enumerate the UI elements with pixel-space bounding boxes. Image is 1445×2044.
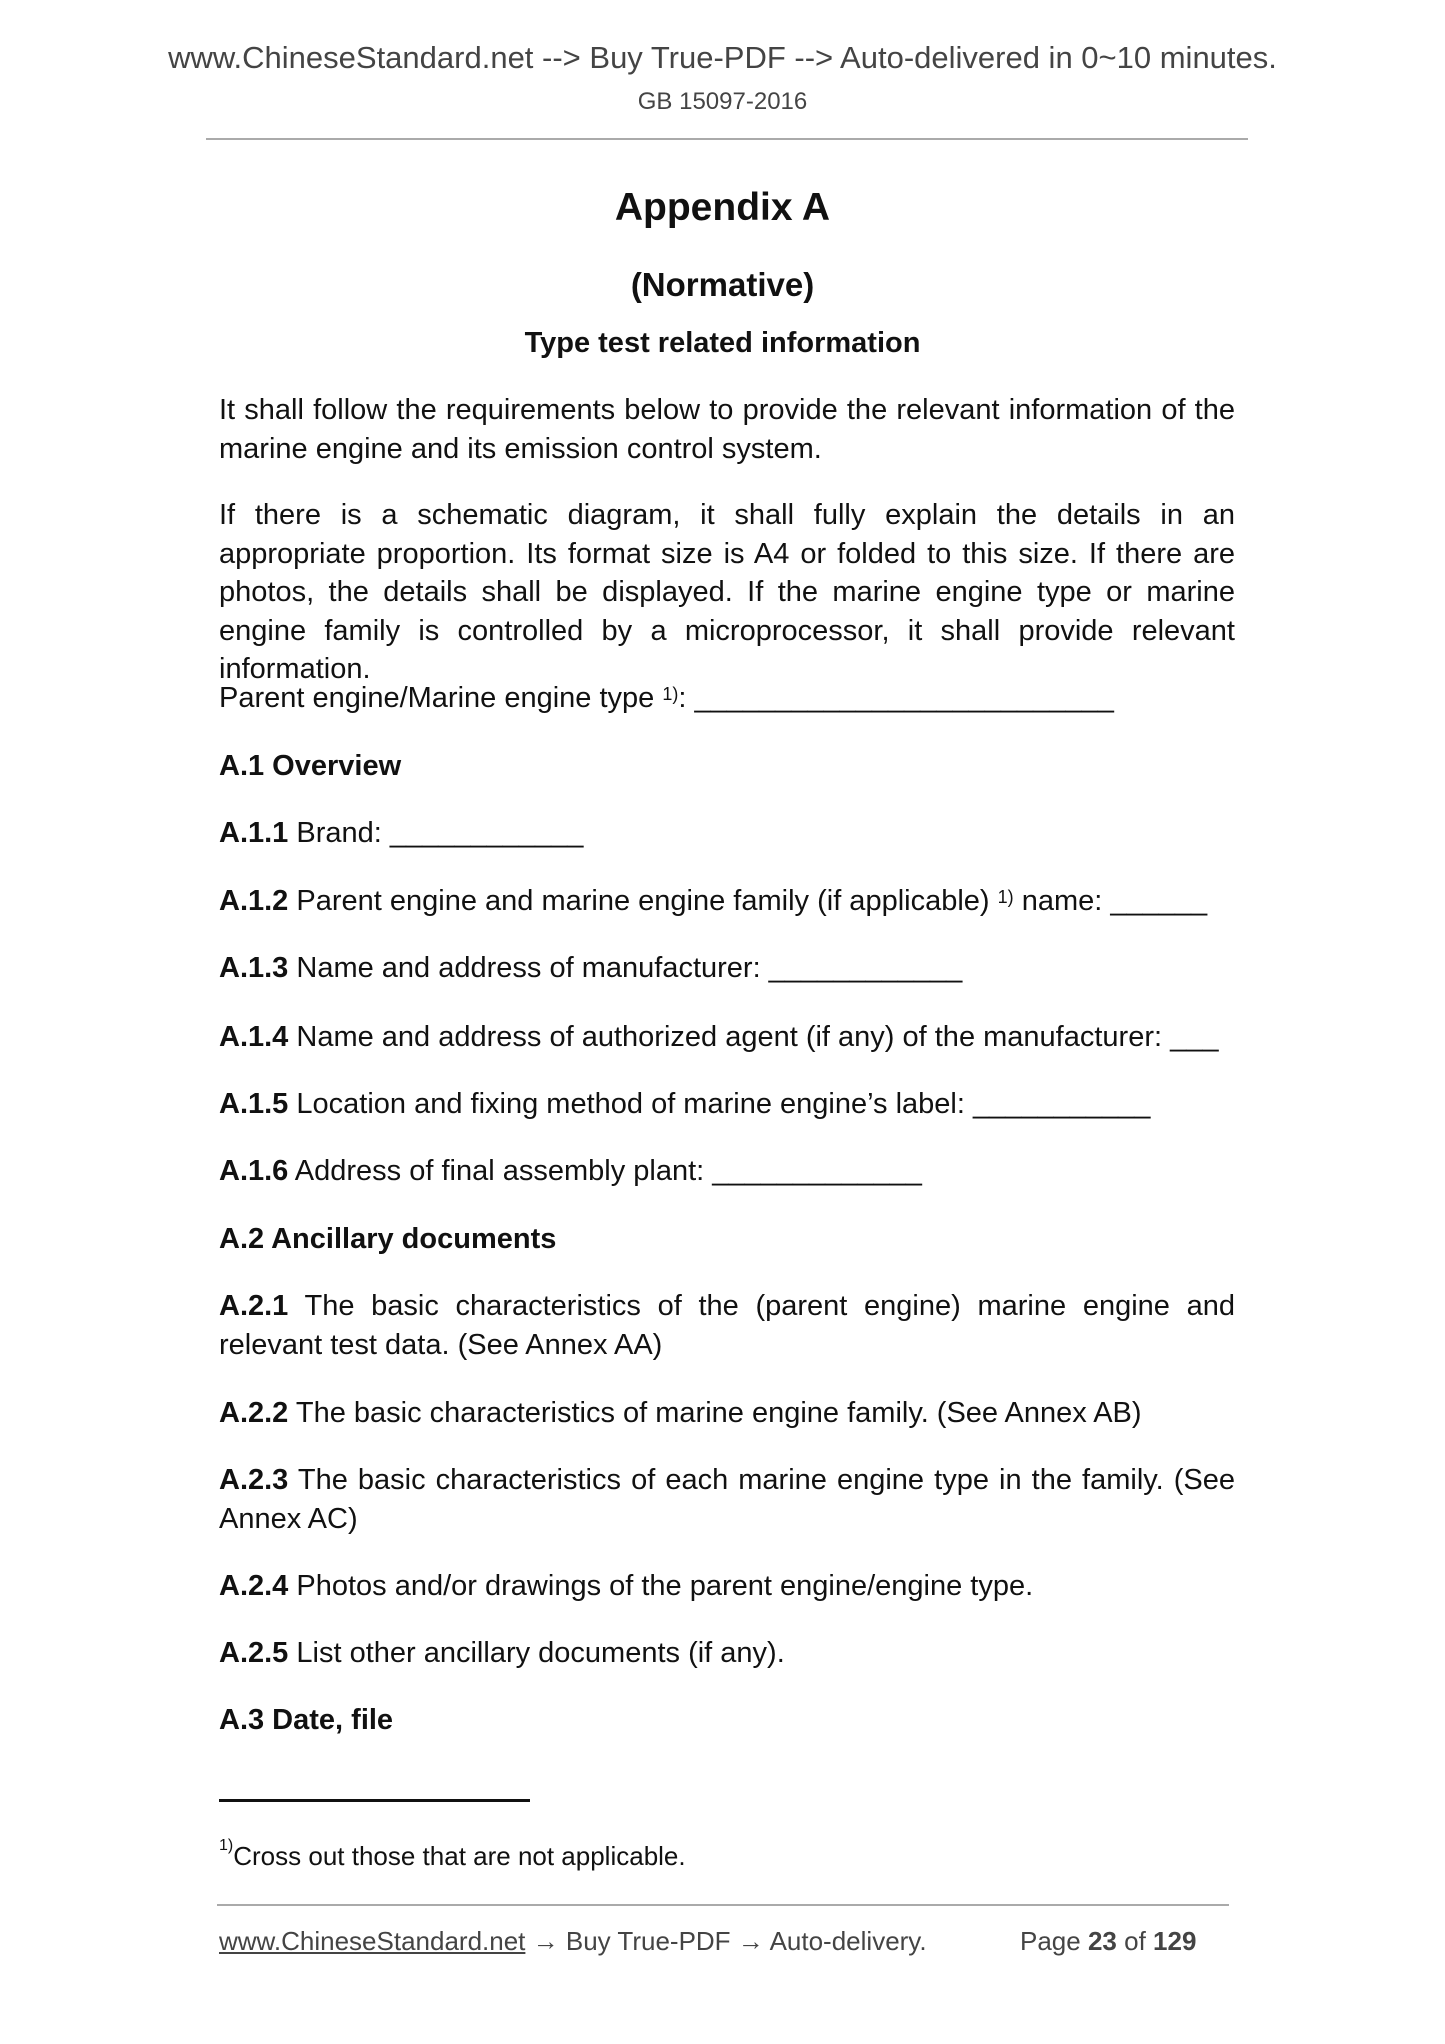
intro-paragraph: It shall follow the requirements below to provide the relevant information of the marine engine and its emission control system. [219,394,1235,465]
clause-item: A.1.2 Parent engine and marine engine family (if applicable) $^{1)}$ name: ______ [219,885,1208,917]
clause-item: A.1.1 Brand: ____________ [219,817,584,849]
clause-item: A.1.3 Name and address of manufacturer: ____________ [219,952,963,984]
clause-item: A.2.3 The basic characteristics of each marine engine type in the family. (See Annex AC) [219,1464,1235,1535]
footer-divider [217,1904,1229,1906]
clause-number: A.1.6 [219,1155,289,1187]
diagram-paragraph: If there is a schematic diagram, it shall fully explain the details in an appropriate proportion. Its format size is A4 or folded to this size. If there are photos, the details shall be displayed. If the marine engine type or marine engine family is controlled by a microprocessor, it shall provide relevant information. [219,499,1235,685]
footnote: $^{1)}$Cross out those that are not applicable. [219,1837,686,1871]
clause-item: A.1.4 Name and address of authorized agent (if any) of the manufacturer: ___ [219,1021,1219,1053]
clause-number: A.2.4 [219,1570,289,1602]
header-divider [206,138,1248,140]
clause-number: A.1.3 [219,952,289,984]
clause-number: A.2.2 [219,1397,289,1429]
clause-number: A.1.2 [219,885,289,917]
clause-number: A.1.4 [219,1021,289,1053]
clause-number: A.2.1 [219,1290,289,1322]
page-title: Appendix A [614,186,831,229]
clause-item: A.2.2 The basic characteristics of marine engine family. (See Annex AB) [219,1397,1142,1429]
footnote-divider [219,1799,530,1802]
clause-number: A.1.5 [219,1088,289,1120]
clause-number: A.1 Overview [219,750,402,782]
footer-link[interactable]: www.ChineseStandard.net [219,1926,526,1956]
footer-text: www.ChineseStandard.net → Buy True-PDF → Auto-delivery. [219,1926,927,1956]
clause-number: A.2.3 [219,1464,289,1496]
standard-number: GB 15097-2016 [637,88,808,115]
header-banner: www.ChineseStandard.net --> Buy True-PDF --> Auto-delivered in 0~10 minutes. [168,40,1277,75]
clause-item: A.2.1 The basic characteristics of the (parent engine) marine engine and relevant test data. (See Annex AA) [219,1290,1235,1361]
clause-number: A.2.5 [219,1637,289,1669]
parent-engine-field: Parent engine/Marine engine type $^{1)}$: __________________________ [219,682,1114,714]
clause-item: A.2.5 List other ancillary documents (if any). [219,1637,785,1669]
section-heading-item [219,1701,1235,1740]
clause-item: A.2.4 Photos and/or drawings of the parent engine/engine type. [219,1570,1034,1602]
section-heading: Type test related information [524,327,921,359]
section-heading-item [219,1220,1235,1259]
clause-number: A.1.1 [219,817,289,849]
page-number: Page 23 of 129 [1020,1926,1197,1956]
clause-item: A.1.6 Address of final assembly plant: _____________ [219,1155,922,1187]
section-heading-item [219,747,1235,786]
clause-number: A.3 Date, file [219,1704,394,1736]
clause-number: A.2 Ancillary documents [219,1223,557,1255]
page-subtitle: (Normative) [630,266,815,303]
clause-item: A.1.5 Location and fixing method of marine engine’s label: ___________ [219,1088,1151,1120]
